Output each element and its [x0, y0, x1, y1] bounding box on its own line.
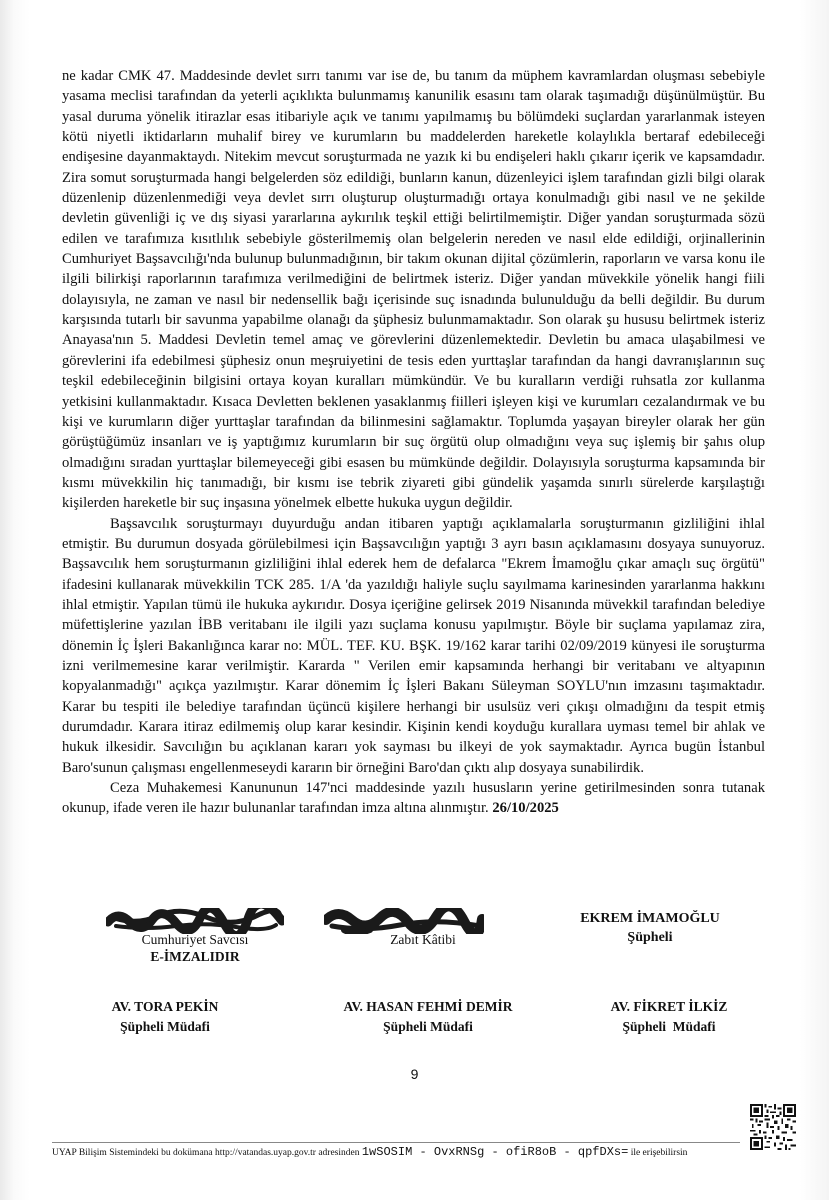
footer-access-code: 1wSOSIM - OvxRNSg - ofiR8oB - qpfDXs=	[361, 1145, 629, 1159]
redaction-scribble	[106, 908, 284, 934]
paragraph-3	[62, 778, 765, 819]
footer-rule	[52, 1142, 740, 1143]
paragraph-1: ne kadar CMK 47. Maddesinde devlet sırrı tanımı var ise de, bu tanım da müphem kavramlardan oluşması sebebiyle yasama meclisi tarafından da yeterli açıklıkta bulunmamış kanunilik esasını tam olarak taşımadığı düşünülmüştür. Bu yasal duruma yönelik itirazlar esas itibariyle açık ve tanımı yapılmamış bu bölümdeki suçlardan yararlanmak isteyen kötü niyetli iktidarların muhalif birey ve kurumların bu maddelerden hareketle kolaylıkla bertaraf edebileceği endişesine dayanmaktaydı. Nitekim mevcut soruşturmada ne yazık ki bu endişeleri haklı çıkarır içerik ve kapsamdadır. Zira somut soruşturmada hangi belgelerden söz edildiği, bunların kanun, düzenleyici işlem tarafından gizli bilgi olarak düzenlenip düzenlenmediği veya devlet sırrı oluşturup oluşturmadığı ortaya konulmadığı gibi nasıl ve ne şekilde devletin güvenliği iç ve dış siyasi yararlarına aykırılık teşkil ettiği belirtilmemiştir. Diğer yandan soruşturmada sözü edilen ve tarafımıza kısıtlılık sebebiyle gösterilmemiş olan belgelerin nereden ve nasıl elde edildiği, orjinallerinin Cumhuriyet Başsavcılığı'nda bulunup bulunmadığının, bir takım okunan dijital çözümlerin, raporların ve varsa konu ile ilgili bilirkişi raporlarının tarafımıza verilmediğini de belirtmek isteriz. Diğer yandan müvekkile yönelik hangi fiili dolayısıyla, ne zaman ve nasıl bir nedensellik bağı içerisinde suç isnadında bulunulduğu da belli değildir. Bu durum karşısında tutarlı bir savunma yapabilme olanağı da şüphesiz bulunmamaktadır. Son olarak şu hususu belirtmek isteriz Anayasa'nın 5. Maddesi Devletin temel amaç ve görevlerini düzenlemektedir. Devletin bu amaca ulaşabilmesi ve görevlerini ifa edebilmesi şüphesiz onun meşruiyetini de tesis eden yurttaşlar tarafından da hangi davranışlarının suç teşkil edebileceğinin bilgisini ortaya koyan kuralları mümkündür. Ve bu kuralların verdiği ruhsatla zor kullanma yetkisini kullanmaktadır. Kısaca Devletten beklenen yasaklanmış fiilleri işleyen kişi ve kurumları cezalandırmak ve bu kişi ve kurumların diğer yurttaşlar tarafından da bilinmesini sağlamaktır. Toplumda yaşayan bireyler olarak her gün görüştüğümüz insanları ve iş yaptığımız kurumların bir suç örgütü olup olmadığını veya suç işlemiş bir şahıs olup olmadığını sıradan yurttaşlar bilemeyeceği gibi esasen bu mümkünde değildir. Dolayısıyla soruşturma kapsamında bir kısmı müvekkilin hiç tanımadığı, bir kısmı ise tebrik ziyareti gibi gündelik yaşamda sınırlı sürelerde karşılaştığı kişilerden hareketle bir suç inşasına yönelmek elbette hukuka uygun değildir.	[62, 68, 765, 512]
redacted-name-clerk	[324, 912, 484, 928]
footer-suffix: ile erişebilirsin	[630, 1148, 688, 1158]
prosecutor-role: Cumhuriyet Savcısı	[141, 932, 249, 947]
document-body	[62, 66, 765, 819]
clerk-role: Zabıt Kâtibi	[390, 932, 456, 947]
paragraph-3-text: Ceza Muhakemesi Kanununun 147'nci maddesinde yazılı hususların yerine getirilmesinden sonra tutanak okunup, ifade veren ile hazır bulunanlar tarafından imza altına alınmıştır.	[62, 780, 765, 817]
suspect-name: EKREM İMAMOĞLU	[580, 911, 720, 926]
footer	[52, 1145, 752, 1159]
signature-suspect	[555, 910, 745, 946]
signature-prosecutor	[95, 912, 295, 965]
paragraph-2: Başsavcılık soruşturmayı duyurduğu andan itibaren yaptığı açıklamalarla soruşturmanın gizliliğini ihlal etmiştir. Bu durumun dosyada görülebilmesi için Başsavcılığın yaptığı 3 ayrı basın açıklamasını dosyaya sunuyoruz. Başsavcılık hem soruşturmanın gizliliğini ihlal ederek hem de defalarca "Ekrem İmamoğlu çıkar amaçlı suç örgütü" ifadesini kullanarak müvekkilin TCK 285. 1/A 'da yazıldığı haliyle suçlu sayılmama karinesinden yararlanma hakkını ihlal etmiştir. Yapılan tümü ile hukuka aykırıdır. Dosya içeriğine gelirsek 2019 Nisanında müvekkil tarafından belediye müfettişlerine yazılan İBB veritabanı ile ilgili yazı suçlama konusu yapılmıştır. Böyle bir suçlama yapılamaz zira, dönemin İç İşleri Bakanlığınca karar no: MÜL. TEF. KU. BŞK. 19/162 karar tarihi 02/09/2019 künyesi ile soruşturma izni verilmemesine karar verilmiştir. Kararda " Verilen emir kapsamında herhangi bir veritabanı ve altyapının kopyalanmadığı" açıkça yazılmıştır. Karar dönemim İç İşleri Bakanı Süleyman SOYLU'nın imzasını taşımaktadır. Karar bu tespiti ile belediye tarafından üçüncü kişilere herhangi bir usulsüz veri çıkışı olmadığını da tespit etmiş durumdadır. Karara itiraz edilmemiş olup karar kesindir. Kişinin kendi koyduğu kurallara uyması temel bir ahlak ve hukuk ilkesidir. Savcılığın bu açıklanan kararı yok sayması bu ilkeyi de yok saymaktadır. Ayrıca bugün İstanbul Baro'sunun çalışması engellenmeseydi kararın bir örneğini Baro'dan çıktı alıp dosyaya sunabilirdik.	[62, 515, 765, 776]
redacted-name-prosecutor	[106, 912, 284, 928]
lawyer-3-name: AV. FİKRET İLKİZ	[610, 999, 728, 1014]
prosecutor-esign-note: E-İMZALIDIR	[150, 949, 240, 964]
suspect-role: Şüpheli	[627, 930, 673, 945]
document-date: 26/10/2025	[492, 800, 559, 817]
page-number: 9	[410, 1066, 419, 1082]
signature-lawyer-2	[318, 998, 538, 1035]
lawyer-1-name: AV. TORA PEKİN	[111, 999, 219, 1014]
signature-clerk	[318, 912, 498, 948]
qr-code-icon	[750, 1104, 796, 1150]
footer-prefix: UYAP Bilişim Sistemindeki bu dokümana http://vatandas.uyap.gov.tr adresinden	[52, 1148, 360, 1158]
lawyer-1-role: Şüpheli Müdafi	[120, 1019, 210, 1034]
lawyer-2-name: AV. HASAN FEHMİ DEMİR	[343, 999, 513, 1014]
signature-lawyer-3	[574, 998, 764, 1035]
lawyer-3-role: Şüpheli Müdafi	[622, 1019, 716, 1034]
signature-lawyer-1	[75, 998, 255, 1035]
lawyer-2-role: Şüpheli Müdafi	[383, 1019, 473, 1034]
redaction-scribble	[324, 908, 484, 934]
